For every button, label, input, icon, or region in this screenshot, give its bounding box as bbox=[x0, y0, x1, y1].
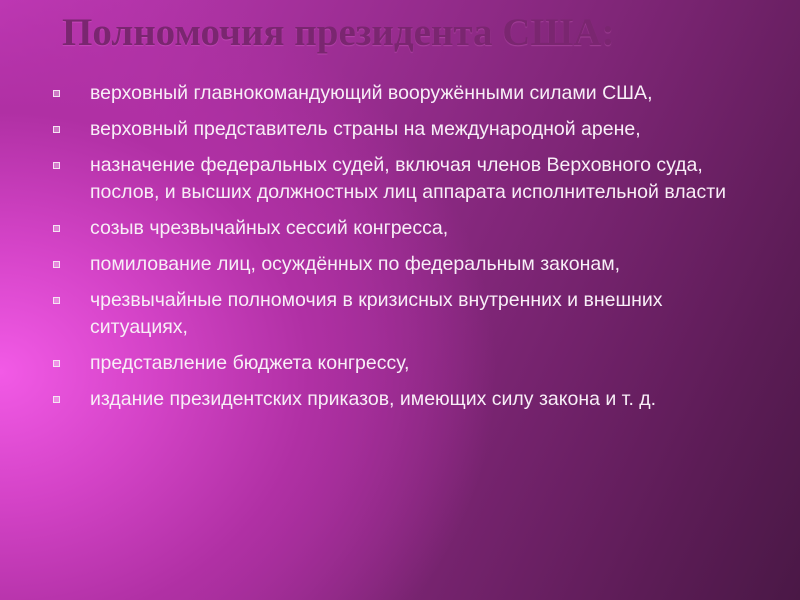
square-bullet-icon bbox=[53, 261, 60, 268]
list-item-text: созыв чрезвычайных сессий конгресса, bbox=[90, 217, 449, 239]
list-item-text: издание президентских приказов, имеющих силу закона и т. д. bbox=[90, 388, 657, 410]
list-item-text: помилование лиц, осуждённых по федеральным законам, bbox=[90, 253, 621, 275]
square-bullet-icon bbox=[53, 90, 60, 97]
square-bullet-icon bbox=[53, 396, 60, 403]
list-item bbox=[50, 152, 755, 206]
list-item bbox=[50, 287, 755, 341]
square-bullet-icon bbox=[53, 126, 60, 133]
list-item-text: верховный главнокомандующий вооружёнными силами США, bbox=[90, 82, 653, 104]
square-bullet-icon bbox=[53, 297, 60, 304]
square-bullet-icon bbox=[53, 225, 60, 232]
square-bullet-icon bbox=[53, 162, 60, 169]
list-item bbox=[50, 116, 755, 143]
bullet-list bbox=[50, 80, 755, 422]
list-item-text: верховный представитель страны на международной арене, bbox=[90, 118, 641, 140]
list-item bbox=[50, 350, 755, 377]
list-item-text: представление бюджета конгрессу, bbox=[90, 352, 410, 374]
list-item bbox=[50, 215, 755, 242]
list-item bbox=[50, 80, 755, 107]
list-item bbox=[50, 251, 755, 278]
list-item bbox=[50, 386, 755, 413]
list-item-text: чрезвычайные полномочия в кризисных внутренних и внешних ситуациях, bbox=[90, 289, 663, 338]
list-item-text: назначение федеральных судей, включая членов Верховного суда, послов, и высших должностных лиц аппарата исполнительной власти bbox=[90, 154, 727, 203]
slide-title: Полномочия президента США: bbox=[62, 11, 615, 54]
square-bullet-icon bbox=[53, 360, 60, 367]
